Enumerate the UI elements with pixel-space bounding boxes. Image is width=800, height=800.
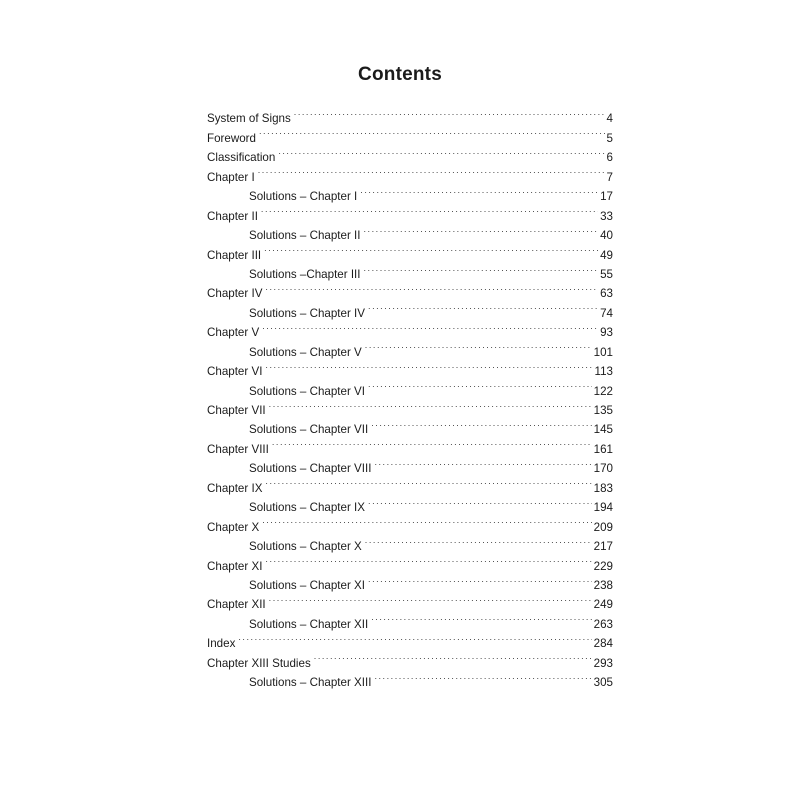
toc-entry-label: Classification bbox=[207, 151, 276, 165]
dot-leader bbox=[364, 220, 599, 239]
toc-entry bbox=[207, 122, 613, 145]
toc-entry-page-number: 33 bbox=[600, 209, 613, 223]
toc-entry-label: Chapter VII bbox=[207, 404, 266, 417]
toc-entry-page-number: 293 bbox=[593, 656, 613, 670]
toc-entry-page-number: 238 bbox=[593, 578, 613, 592]
toc-entry-label: Solutions – Chapter II bbox=[249, 229, 361, 243]
toc-entry-label: Chapter V bbox=[207, 326, 260, 340]
dot-leader bbox=[278, 142, 604, 161]
toc-entry-label: System of Signs bbox=[207, 112, 291, 126]
dot-leader bbox=[259, 122, 605, 141]
toc-entry-label: Chapter XI bbox=[207, 559, 263, 573]
dot-leader bbox=[368, 570, 592, 589]
toc-entry-page-number: 122 bbox=[593, 384, 613, 398]
toc-entry bbox=[207, 356, 613, 379]
toc-entry-page-number: 135 bbox=[593, 404, 613, 417]
dot-leader bbox=[265, 550, 591, 569]
dot-leader bbox=[294, 103, 605, 122]
toc-entry bbox=[207, 317, 613, 340]
toc-entry-label: Solutions – Chapter VII bbox=[249, 423, 369, 437]
toc-entry-page-number: 5 bbox=[606, 131, 613, 145]
table-of-contents bbox=[207, 103, 613, 690]
toc-subentry bbox=[207, 297, 613, 320]
toc-subentry bbox=[207, 181, 613, 204]
dot-leader bbox=[364, 259, 599, 278]
toc-entry-page-number: 161 bbox=[593, 442, 613, 456]
dot-leader bbox=[262, 317, 598, 336]
dot-leader bbox=[365, 336, 592, 355]
toc-entry bbox=[207, 628, 613, 651]
toc-subentry bbox=[207, 220, 613, 243]
toc-entry-page-number: 74 bbox=[600, 306, 613, 320]
dot-leader bbox=[365, 531, 592, 550]
toc-entry-label: Chapter I bbox=[207, 170, 255, 184]
toc-entry bbox=[207, 395, 613, 417]
dot-leader bbox=[238, 628, 591, 647]
toc-entry-page-number: 55 bbox=[600, 267, 613, 281]
toc-entry-label: Chapter IX bbox=[207, 481, 263, 495]
dot-leader bbox=[368, 297, 598, 316]
toc-entry bbox=[207, 472, 613, 495]
dot-leader bbox=[314, 647, 592, 666]
toc-entry-page-number: 229 bbox=[593, 559, 613, 573]
dot-leader bbox=[272, 433, 592, 452]
toc-entry bbox=[207, 103, 613, 126]
toc-entry-label: Foreword bbox=[207, 131, 256, 145]
toc-entry-label: Chapter XII bbox=[207, 598, 266, 612]
toc-entry-label: Solutions – Chapter XII bbox=[249, 617, 369, 631]
page-title: Contents bbox=[358, 64, 442, 85]
dot-leader bbox=[265, 356, 592, 375]
dot-leader bbox=[261, 200, 598, 219]
dot-leader bbox=[374, 453, 591, 472]
toc-entry-page-number: 170 bbox=[593, 462, 613, 476]
dot-leader bbox=[269, 589, 592, 608]
toc-entry-page-number: 17 bbox=[600, 190, 613, 204]
toc-entry-label: Solutions – Chapter X bbox=[249, 540, 362, 554]
dot-leader bbox=[360, 181, 598, 200]
toc-entry-label: Chapter XIII Studies bbox=[207, 656, 311, 670]
toc-entry bbox=[207, 200, 613, 223]
toc-entry-label: Solutions –Chapter III bbox=[249, 267, 361, 281]
toc-entry-page-number: 4 bbox=[606, 112, 613, 126]
toc-entry-page-number: 263 bbox=[593, 617, 613, 631]
toc-entry-label: Chapter X bbox=[207, 520, 260, 534]
toc-entry-label: Solutions – Chapter IV bbox=[249, 306, 366, 320]
toc-subentry bbox=[207, 336, 613, 359]
dot-leader bbox=[368, 492, 592, 511]
toc-subentry bbox=[207, 375, 613, 398]
toc-entry-label: Chapter VI bbox=[207, 365, 263, 379]
dot-leader bbox=[371, 608, 591, 627]
toc-entry bbox=[207, 278, 613, 301]
toc-entry-label: Chapter III bbox=[207, 248, 262, 262]
toc-subentry bbox=[207, 259, 613, 281]
toc-entry-label: Index bbox=[207, 637, 236, 651]
dot-leader bbox=[264, 239, 598, 258]
toc-entry bbox=[207, 511, 613, 534]
dot-leader bbox=[269, 395, 592, 414]
toc-entry bbox=[207, 550, 613, 573]
toc-entry bbox=[207, 142, 613, 165]
toc-subentry bbox=[207, 570, 613, 592]
toc-subentry bbox=[207, 531, 613, 554]
dot-leader bbox=[258, 161, 605, 180]
toc-entry-page-number: 194 bbox=[593, 501, 613, 515]
toc-entry bbox=[207, 589, 613, 612]
toc-entry-label: Chapter IV bbox=[207, 287, 263, 301]
toc-entry-page-number: 101 bbox=[593, 345, 613, 359]
toc-entry-label: Chapter II bbox=[207, 209, 258, 223]
toc-entry-page-number: 183 bbox=[593, 481, 613, 495]
toc-entry bbox=[207, 647, 613, 670]
toc-entry-page-number: 6 bbox=[606, 151, 613, 165]
toc-entry-label: Solutions – Chapter IX bbox=[249, 501, 366, 515]
toc-entry-label: Solutions – Chapter XI bbox=[249, 578, 366, 592]
toc-entry-label: Solutions – Chapter V bbox=[249, 345, 362, 359]
toc-entry-page-number: 40 bbox=[600, 229, 613, 243]
toc-subentry bbox=[207, 492, 613, 515]
toc-entry-label: Chapter VIII bbox=[207, 442, 269, 456]
toc-entry-page-number: 145 bbox=[593, 423, 613, 437]
dot-leader bbox=[371, 414, 591, 433]
dot-leader bbox=[262, 511, 591, 530]
toc-entry bbox=[207, 161, 613, 184]
toc-entry bbox=[207, 239, 613, 262]
toc-entry-page-number: 93 bbox=[600, 326, 613, 340]
toc-entry-page-number: 249 bbox=[593, 598, 613, 612]
toc-entry-page-number: 49 bbox=[600, 248, 613, 262]
toc-entry-page-number: 113 bbox=[594, 365, 613, 379]
toc-entry-page-number: 63 bbox=[600, 287, 613, 301]
toc-entry-label: Solutions – Chapter VI bbox=[249, 384, 366, 398]
toc-entry-page-number: 217 bbox=[593, 540, 613, 554]
toc-entry-page-number: 305 bbox=[593, 676, 613, 690]
toc-entry-page-number: 284 bbox=[593, 637, 613, 651]
dot-leader bbox=[265, 472, 591, 491]
toc-entry-label: Solutions – Chapter I bbox=[249, 190, 358, 204]
toc-entry-page-number: 7 bbox=[606, 170, 613, 184]
toc-entry-label: Solutions – Chapter XIII bbox=[249, 676, 372, 690]
dot-leader bbox=[368, 375, 592, 394]
toc-entry-label: Solutions – Chapter VIII bbox=[249, 462, 372, 476]
toc-entry-page-number: 209 bbox=[593, 520, 613, 534]
dot-leader bbox=[265, 278, 598, 297]
dot-leader bbox=[374, 667, 591, 686]
